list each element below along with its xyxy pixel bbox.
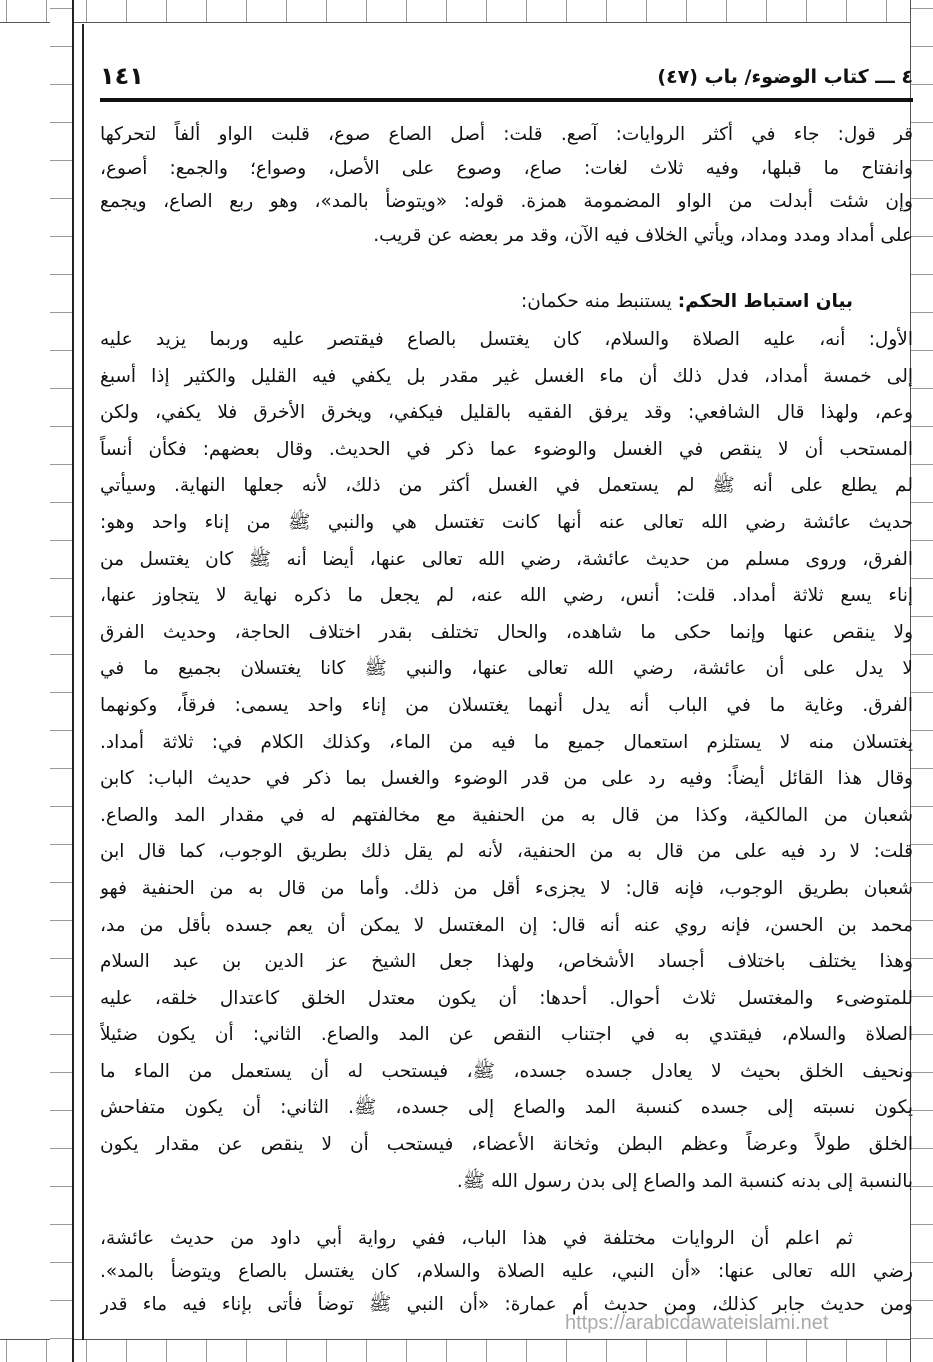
chapter-title: ٤ ـــ كتاب الوضوء/ باب (٤٧) [657, 66, 913, 88]
paragraph-closing [100, 1222, 913, 1321]
text-line: إناء يسع ثلاثة أمداد. قلت: أنس، رضي الله عنه، لم يجعل ما ذكره نهاية لا يتجاوز عنها، [100, 585, 913, 607]
text-line: قر قول: جاء في أكثر الروايات: آصع. قلت: أصل الصاع صوع، قلبت الواو ألفاً لتحركها [100, 124, 913, 145]
text-line: رضي الله تعالى عنها: «أن النبي، عليه الصلاة والسلام، كان يغتسل بالصاع ويتوضأ بالمد». [100, 1261, 913, 1282]
paragraph-main [100, 322, 913, 1200]
header-rule [100, 98, 913, 102]
section-heading [100, 284, 913, 320]
text-line: شعبان من المالكية، وكذا من قال به من الحنفية مع مخالفتهم له في مقدار المد والصاع. [100, 804, 913, 826]
text-line: محمد بن الحسن، فإنه روي عنه أنه قال: إن المغتسل لا يمكن أن يعم جسده بأقل من مد، [100, 914, 913, 936]
text-line: وإن شئت أبدلت من الواو المضمومة همزة. قوله: «ويتوضأ بالمد»، وهو ربع الصاع، ويجمع [100, 191, 913, 212]
text-line: قلت: لا رد فيه على من قال به من الحنفية، لأنه لم يقل ذلك بطريق الوجوب، كما قال ابن [100, 841, 913, 863]
watermark-url: https://arabicdawateislami.net [565, 1312, 829, 1334]
text-line: المستحب أن لا ينقص في الغسل والوضوء عما ذكر في الحديث. وقال بعضهم: فكأن أنساً [100, 438, 913, 460]
decorative-border-bottom [0, 1339, 933, 1362]
text-line: الأول: أنه، عليه الصلاة والسلام، كان يغتسل بالصاع فيقتصر عليه وربما يزيد عليه [100, 329, 913, 350]
text-line: ولا ينقص عنها وإنما حكى ما شاهده، والحال تختلف بقدر اختلاف الحاجة، وحديث الفرق [100, 621, 913, 643]
text-line: وعم، ولهذا قال الشافعي: وقد يرفق الفقيه بالقليل فيكفي، ويخرق الأخرق فلا يكفي، ولكن [100, 402, 913, 424]
text-line: الخلق طولاً وعرضاً وعظم البطن وثخانة الأعضاء، فيستحب أن لا ينقص عن مقدار يكون [100, 1134, 913, 1156]
running-header [100, 60, 913, 96]
text-line: لم يطلع على أنه ﷺ لم يستعمل في الغسل أكثر من ذلك، لأنه جعلها النهاية. وسيأتي [100, 475, 913, 497]
text-line: وانفتاح ما قبلها، وفيه ثلاث لغات: صاع، وصوع على الأصل، وصواع؛ والجمع: أصوع، [100, 157, 913, 179]
text-line: إلى خمسة أمداد، فدل ذلك أن ماء الغسل غير مقدر بل يكفي فيه القليل والكثير إذا أسبغ [100, 365, 913, 387]
text-line: الصلاة والسلام، فيقتدي به في اجتناب النقص عن المد والصاع. الثاني: أن يكون ضئيلاً [100, 1024, 913, 1046]
decorative-border-left [50, 0, 74, 1362]
text-line: وقال هذا القائل أيضاً: وفيه رد على من قدر الوضوء والغسل بما ذكر في حديث الباب: كابن [100, 768, 913, 790]
section-heading-text: يستنبط منه حكمان: [520, 291, 672, 312]
section-heading-label: بيان استباط الحكم: [677, 291, 853, 312]
text-line: على أمداد ومدد ومداد، ويأتي الخلاف فيه الآن، وقد مر بعضه عن قريب. [373, 224, 913, 246]
text-line: ومن حديث جابر كذلك، ومن حديث أم عمارة: «أن النبي ﷺ توضأ فأتى بإناء فيه ماء قدر [100, 1294, 913, 1315]
text-line: الفرق، وروى مسلم من حديث عائشة، رضي الله تعالى عنها، أيضا أنه ﷺ كان يغتسل من [100, 548, 913, 570]
text-line: ونحيف الخلق بحيث لا يعادل جسده جسده، ﷺ، فيستحب له أن يستعمل من الماء ما [100, 1060, 913, 1082]
text-line: شعبان بطريق الوجوب، فإنه قال: لا يجزىء أقل من ذلك. وأما من قال به من الحنفية فهو [100, 877, 913, 899]
text-line: حديث عائشة رضي الله تعالى عنه أنها كانت تغتسل هي والنبي ﷺ من إناء واحد وهو: [100, 511, 913, 533]
text-line: الفرق. وغاية ما في الباب أنه يدل أنهما يغتسلان من إناء واحد يسمى: فرقاً، وكونهما [100, 694, 913, 716]
text-line: يكون نسبته إلى جسده كنسبة المد والصاع إلى جسده، ﷺ. الثاني: أن يكون متفاحش [100, 1097, 913, 1119]
text-line: يغتسلان منه لا يستلزم استعمال جميع ما فيه من الماء، وكذلك الكلام في: ثلاثة أمداد. [100, 731, 913, 753]
text-line: بالنسبة إلى بدنه كنسبة المد والصاع إلى بدن رسول الله ﷺ. [456, 1170, 913, 1192]
paragraph-intro [100, 118, 913, 252]
decorative-border-top [0, 0, 933, 23]
text-line: وهذا يختلف باختلاف أجساد الأشخاص، ولهذا جعل الشيخ عز الدين بن عبد السلام [100, 951, 913, 973]
text-line: لا يدل على أن عائشة، رضي الله تعالى عنها، والنبي ﷺ كانا يغتسلان بجميع ما في [100, 658, 913, 680]
text-line: ثم اعلم أن الروايات مختلفة في هذا الباب، ففي رواية أبي داود من حديث عائشة، [100, 1228, 853, 1249]
page-number: ١٤١ [100, 62, 144, 90]
text-line: للمتوضىء والمغتسل ثلاث أحوال. أحدها: أن يكون معتدل الخلق كاعتدال خلقه، عليه [100, 987, 913, 1009]
